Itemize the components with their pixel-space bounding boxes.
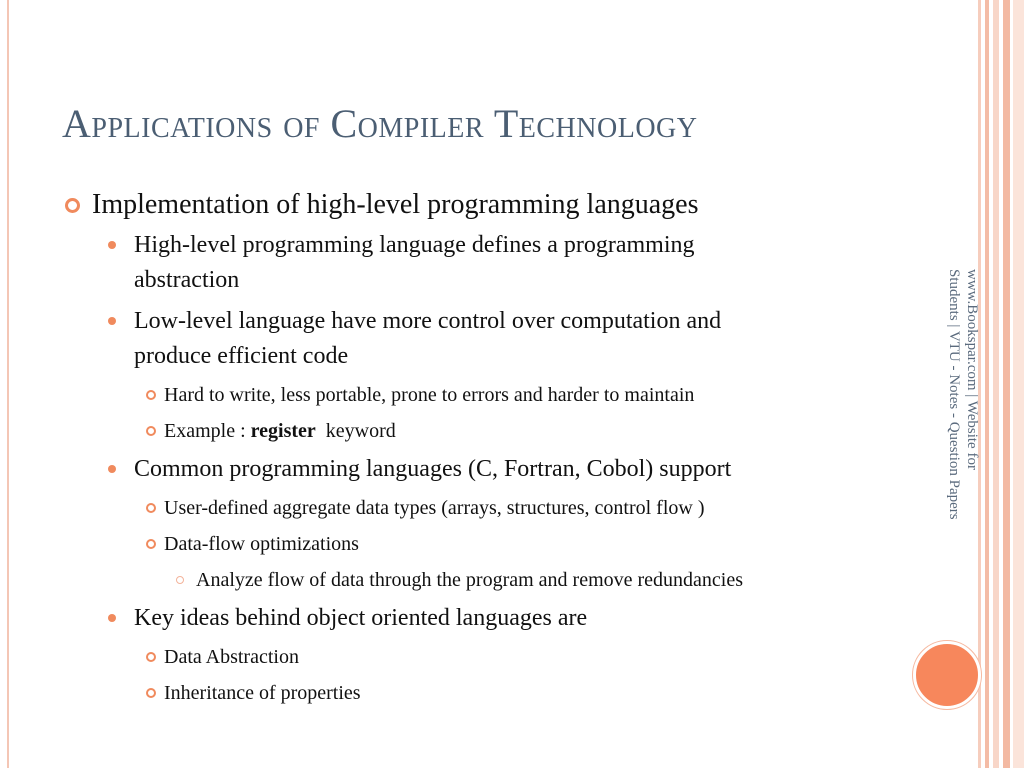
list-item-text: Data Abstraction — [164, 646, 299, 668]
ring-bullet-icon — [146, 390, 156, 400]
decorative-stripe — [993, 0, 999, 768]
left-border-line — [7, 0, 9, 768]
list-item-text: Analyze flow of data through the program and remove redundancies — [196, 569, 744, 591]
slide-title: Applications of Compiler Technology — [62, 101, 698, 146]
list-item — [62, 228, 912, 298]
list-item — [62, 452, 912, 487]
list-item-text: Key ideas behind object oriented languages are — [134, 605, 588, 631]
ring-bullet-icon — [146, 688, 156, 698]
decorative-stripe — [1003, 0, 1010, 768]
keyword-register: register — [250, 420, 316, 442]
list-item — [62, 493, 912, 523]
list-item-text: Common programming languages (C, Fortran, Cobol) support — [134, 456, 732, 482]
list-item-text: Low-level language have more control over computation and — [134, 308, 722, 334]
bullet-list — [62, 186, 912, 714]
decorative-circle — [913, 641, 981, 709]
list-item-text: User-defined aggregate data types (arrays, structures, control flow ) — [164, 497, 705, 519]
list-item-text: High-level programming language defines a programming — [134, 232, 695, 258]
sidebar-text: www.Bookspar.com | Website for — [964, 269, 980, 470]
dot-bullet-icon — [108, 465, 116, 473]
list-item — [62, 416, 912, 446]
list-item — [62, 678, 912, 708]
sidebar-text: Students | VTU - Notes - Question Papers — [946, 269, 962, 520]
list-item — [62, 380, 912, 410]
list-item-text: Example : — [164, 420, 251, 442]
list-item — [62, 186, 912, 224]
ring-bullet-icon — [146, 652, 156, 662]
ring-bullet-icon — [65, 198, 80, 213]
decorative-stripe — [1013, 0, 1024, 768]
list-item-text: Implementation of high-level programming languages — [92, 189, 699, 220]
ring-bullet-icon — [146, 539, 156, 549]
list-item-text: Data-flow optimizations — [164, 533, 359, 555]
dot-bullet-icon — [108, 317, 116, 325]
list-item — [62, 565, 912, 595]
list-item — [62, 601, 912, 636]
dot-bullet-icon — [108, 614, 116, 622]
list-item-text: Inheritance of properties — [164, 682, 361, 704]
ring-bullet-icon — [176, 576, 184, 584]
decorative-stripe — [985, 0, 989, 768]
list-item — [62, 642, 912, 672]
list-item-text: abstraction — [134, 267, 240, 293]
list-item-text: keyword — [315, 420, 396, 442]
list-item — [62, 304, 912, 374]
sidebar-watermark — [941, 269, 981, 609]
list-item-text: produce efficient code — [134, 343, 349, 369]
list-item-text: Hard to write, less portable, prone to errors and harder to maintain — [164, 384, 695, 406]
list-item — [62, 529, 912, 559]
ring-bullet-icon — [146, 426, 156, 436]
dot-bullet-icon — [108, 241, 116, 249]
ring-bullet-icon — [146, 503, 156, 513]
